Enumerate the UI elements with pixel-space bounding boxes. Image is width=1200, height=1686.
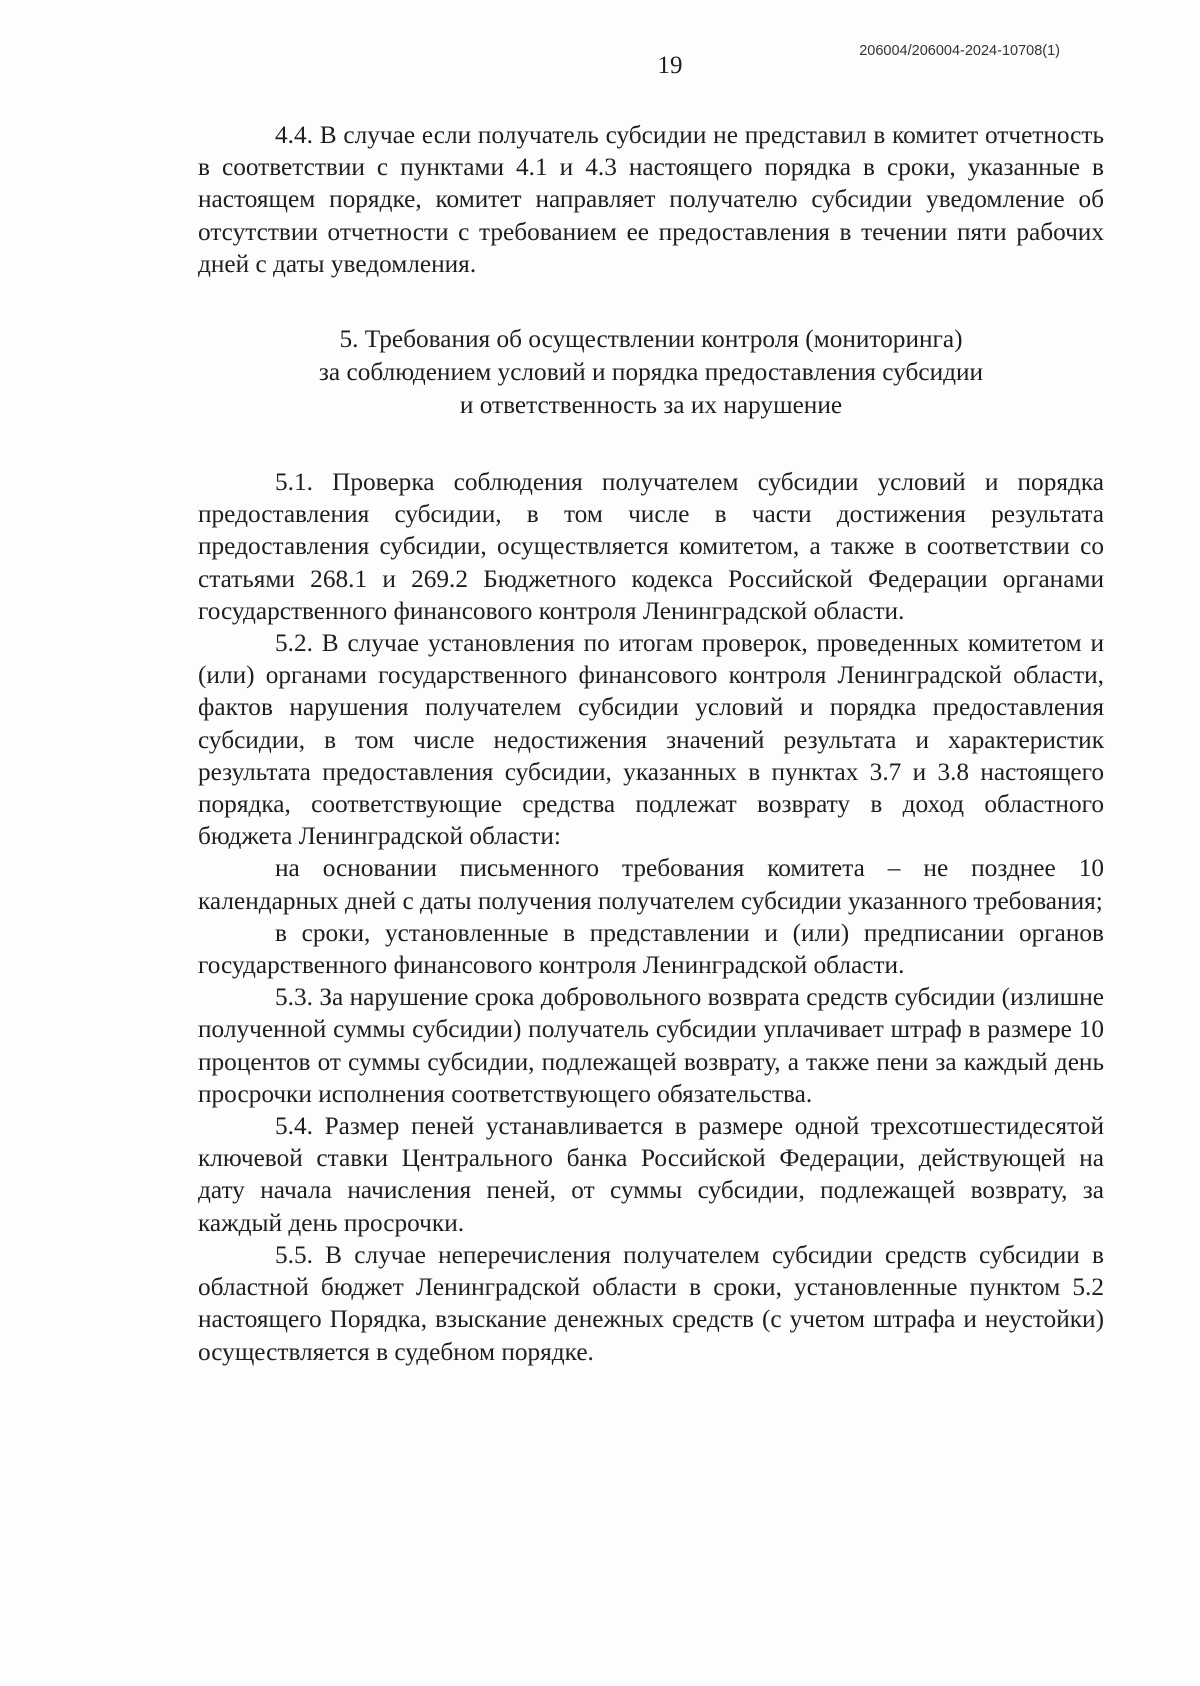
paragraph-5-1: 5.1. Проверка соблюдения получателем субсидии условий и порядка предоставления субсидии, в том числе в части достижения результата предоставления субсидии, осуществляется комитетом, а также в соответствии со статьями 268.1 и 269.2 Бюджетного кодекса Российской Федерации органами государственного финансового контроля Ленинградской области. <box>198 468 1104 625</box>
paragraph-5-3: 5.3. За нарушение срока добровольного возврата средств субсидии (излишне полученной суммы субсидии) получатель субсидии уплачивает штраф в размере 10 процентов от суммы субсидии, подлежащей возврату, а также пени за каждый день просрочки исполнения соответствующего обязательства. <box>198 983 1104 1108</box>
document-id: 206004/206004-2024-10708(1) <box>859 43 1060 59</box>
paragraph-5-2-item-b: в сроки, установленные в представлении и (или) предписании органов государственного финансового контроля Ленинградской области. <box>198 918 1104 980</box>
section-heading-line: и ответственность за их нарушение <box>459 391 843 420</box>
document-body <box>198 119 1104 1368</box>
paragraph-5-5: 5.5. В случае неперечисления получателем субсидии средств субсидии в областной бюджет Ленинградской области в сроки, установленные пунктом 5.2 настоящего Порядка, взыскание денежных средств (с учетом штрафа и неустойки) осуществляется в судебном порядке. <box>198 1240 1104 1366</box>
section-5-heading <box>198 323 1104 422</box>
section-heading-line: 5. Требования об осуществлении контроля (мониторинга) <box>339 325 963 354</box>
paragraph-5-2-item-a: на основании письменного требования комитета – не позднее 10 календарных дней с даты получения получателем субсидии указанного требования; <box>198 854 1104 915</box>
page-number: 19 <box>657 52 683 79</box>
paragraph-4-4: 4.4. В случае если получатель субсидии не представил в комитет отчетность в соответствии с пунктами 4.1 и 4.3 настоящего порядка в сроки, указанные в настоящем порядке, комитет направляет получателю субсидии уведомление об отсутствии отчетности с требованием ее предоставления в течении пяти рабочих дней с даты уведомления. <box>198 121 1104 278</box>
paragraph-5-4: 5.4. Размер пеней устанавливается в размере одной трехсотшестидесятой ключевой ставки Центрального банка Российской Федерации, действующей на дату начала начисления пеней, от суммы субсидии, подлежащей возврату, за каждый день просрочки. <box>198 1112 1104 1237</box>
paragraph-5-2: 5.2. В случае установления по итогам проверок, проведенных комитетом и (или) органами государственного финансового контроля Ленинградской области, фактов нарушения получателем субсидии условий и порядка предоставления субсидии, в том числе недостижения значений результата и характеристик результата предоставления субсидии, указанных в пунктах 3.7 и 3.8 настоящего порядка, соответствующие средства подлежат возврату в доход областного бюджета Ленинградской области: <box>198 629 1104 851</box>
section-heading-line: за соблюдением условий и порядка предоставления субсидии <box>318 358 984 387</box>
